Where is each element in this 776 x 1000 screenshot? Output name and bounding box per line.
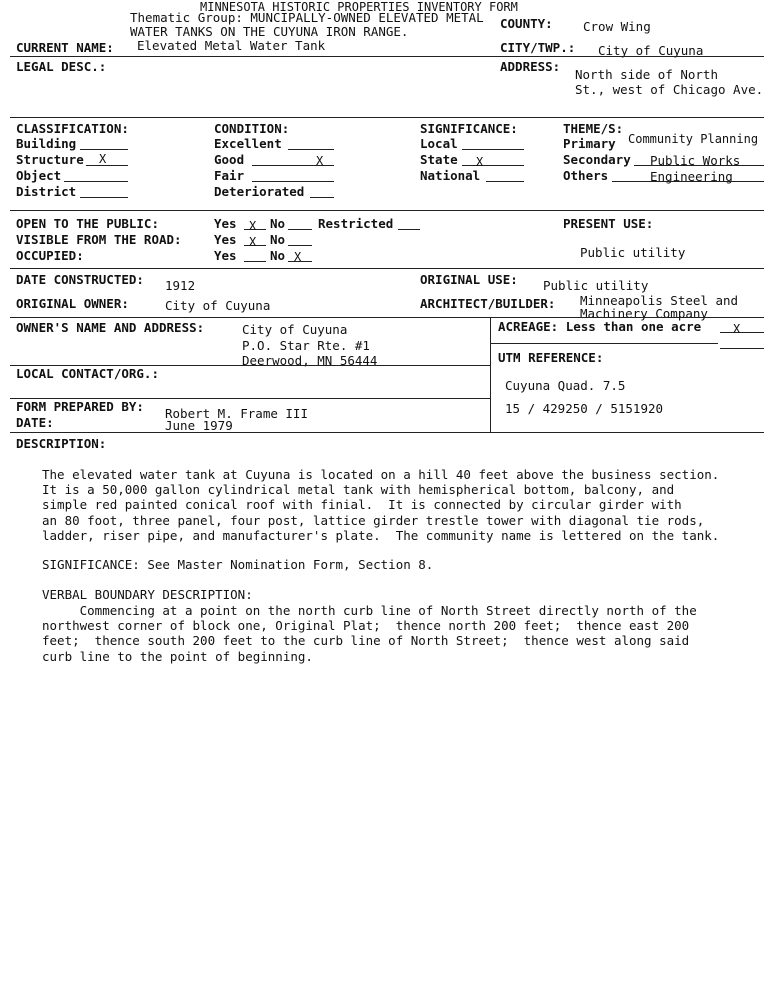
class-building: Building — [16, 136, 77, 151]
theme-primary-label: Primary — [563, 136, 616, 151]
theme-secondary-label: Secondary — [563, 152, 631, 167]
occupied-yes: Yes — [214, 248, 237, 263]
class-object: Object — [16, 168, 62, 183]
utm-quad: Cuyuna Quad. 7.5 — [505, 378, 626, 393]
rule — [10, 210, 764, 211]
visible-yes: Yes — [214, 232, 237, 247]
divider — [490, 317, 491, 432]
original-use-value: Public utility — [543, 278, 649, 293]
theme-label: THEME/S: — [563, 121, 624, 136]
open-no: No — [270, 216, 286, 231]
cond-good: Good — [214, 152, 245, 167]
cond-excellent: Excellent — [214, 136, 282, 151]
owner-address-label: OWNER'S NAME AND ADDRESS: — [16, 320, 205, 335]
state-mark: X — [476, 155, 484, 169]
date-label: DATE: — [16, 415, 54, 430]
acreage-label: ACREAGE: Less than one acre — [498, 319, 702, 334]
visible-yes-mark: X — [249, 235, 257, 249]
county-label: COUNTY: — [500, 16, 553, 31]
form-prepared-value: Robert M. Frame III — [165, 406, 308, 421]
description-label: DESCRIPTION: — [16, 436, 107, 451]
architect-line2: Machinery Company — [580, 306, 708, 321]
form-prepared-label: FORM PREPARED BY: — [16, 399, 144, 414]
address-label: ADDRESS: — [500, 59, 561, 74]
rule — [10, 268, 764, 269]
sig-state: State — [420, 152, 458, 167]
utm-coordinates: 15 / 429250 / 5151920 — [505, 401, 664, 416]
visible-no: No — [270, 232, 286, 247]
county-value: Crow Wing — [583, 19, 651, 34]
cond-fair: Fair — [214, 168, 245, 183]
open-restricted: Restricted — [318, 216, 394, 231]
address-line1: North side of North — [575, 67, 718, 82]
thematic-group-line2: WATER TANKS ON THE CUYUNA IRON RANGE. — [130, 24, 409, 39]
visible-from-road-label: VISIBLE FROM THE ROAD: — [16, 232, 182, 247]
sig-national: National — [420, 168, 481, 183]
rule — [10, 432, 764, 433]
significance-text: SIGNIFICANCE: See Master Nomination Form, Section 8. — [42, 557, 434, 572]
present-use-value: Public utility — [580, 245, 686, 260]
thematic-group-line1: Thematic Group: MUNCIPALLY-OWNED ELEVATED METAL — [130, 10, 484, 25]
verbal-boundary-text: Commencing at a point on the north curb line of North Street directly north of the northwest corner of block one, Original Plat; thence north 200 feet; thence east 200 feet; thence south 200 feet to the curb line of North Street; thence west along said curb line to the point of beginning. — [42, 603, 697, 664]
city-label: CITY/TWP.: — [500, 40, 576, 55]
original-owner-value: City of Cuyuna — [165, 298, 271, 313]
cond-deteriorated: Deteriorated — [214, 184, 305, 199]
acreage-mark: X — [733, 322, 741, 336]
open-yes: Yes — [214, 216, 237, 231]
structure-mark: X — [99, 152, 107, 166]
good-mark: X — [316, 154, 324, 168]
open-yes-mark: X — [249, 219, 257, 233]
class-structure: Structure — [16, 152, 84, 167]
owner-line3: Deerwood, MN 56444 — [242, 353, 378, 368]
architect-label: ARCHITECT/BUILDER: — [420, 296, 556, 311]
open-to-public-label: OPEN TO THE PUBLIC: — [16, 216, 159, 231]
rule — [10, 56, 764, 57]
date-value: June 1979 — [165, 418, 233, 433]
condition-label: CONDITION: — [214, 121, 290, 136]
occupied-no-mark: X — [294, 250, 302, 264]
theme-others-label: Others — [563, 168, 609, 183]
local-contact-label: LOCAL CONTACT/ORG.: — [16, 366, 159, 381]
sig-local: Local — [420, 136, 458, 151]
significance-label: SIGNIFICANCE: — [420, 121, 518, 136]
utm-reference-label: UTM REFERENCE: — [498, 350, 604, 365]
form-title: MINNESOTA HISTORIC PROPERTIES INVENTORY FORM — [200, 0, 518, 14]
occupied-label: OCCUPIED: — [16, 248, 84, 263]
rule — [10, 317, 764, 318]
address-line2: St., west of Chicago Ave. — [575, 82, 764, 97]
verbal-boundary-label: VERBAL BOUNDARY DESCRIPTION: — [42, 587, 253, 602]
date-constructed-value: 1912 — [165, 278, 196, 293]
owner-line1: City of Cuyuna — [242, 322, 348, 337]
present-use-label: PRESENT USE: — [563, 216, 654, 231]
original-use-label: ORIGINAL USE: — [420, 272, 518, 287]
current-name-label: CURRENT NAME: — [16, 40, 114, 55]
legal-desc-label: LEGAL DESC.: — [16, 59, 107, 74]
city-value: City of Cuyuna — [598, 43, 704, 58]
occupied-no: No — [270, 248, 286, 263]
theme-others-value: Engineering — [650, 169, 733, 184]
original-owner-label: ORIGINAL OWNER: — [16, 296, 129, 311]
date-constructed-label: DATE CONSTRUCTED: — [16, 272, 144, 287]
current-name-value: Elevated Metal Water Tank — [137, 38, 326, 53]
rule — [10, 117, 764, 118]
architect-line1: Minneapolis Steel and — [580, 293, 739, 308]
classification-label: CLASSIFICATION: — [16, 121, 129, 136]
theme-secondary-value: Public Works — [650, 153, 741, 168]
owner-line2: P.O. Star Rte. #1 — [242, 338, 370, 353]
description-text: The elevated water tank at Cuyuna is located on a hill 40 feet above the business section. It is a 50,000 gallon cylindrical metal tank with hemispherical bottom, balcony, and simple red painted conical roof with finial. It is connected by circular girder with an 80 foot, three panel, four post, lattice girder trestle tower with diagonal tie rods, ladder, riser pipe, and manufacturer's plate. The community name is lettered on the tank. — [42, 467, 720, 543]
class-district: District — [16, 184, 77, 199]
theme-primary-value: Community Planning — [628, 132, 759, 146]
